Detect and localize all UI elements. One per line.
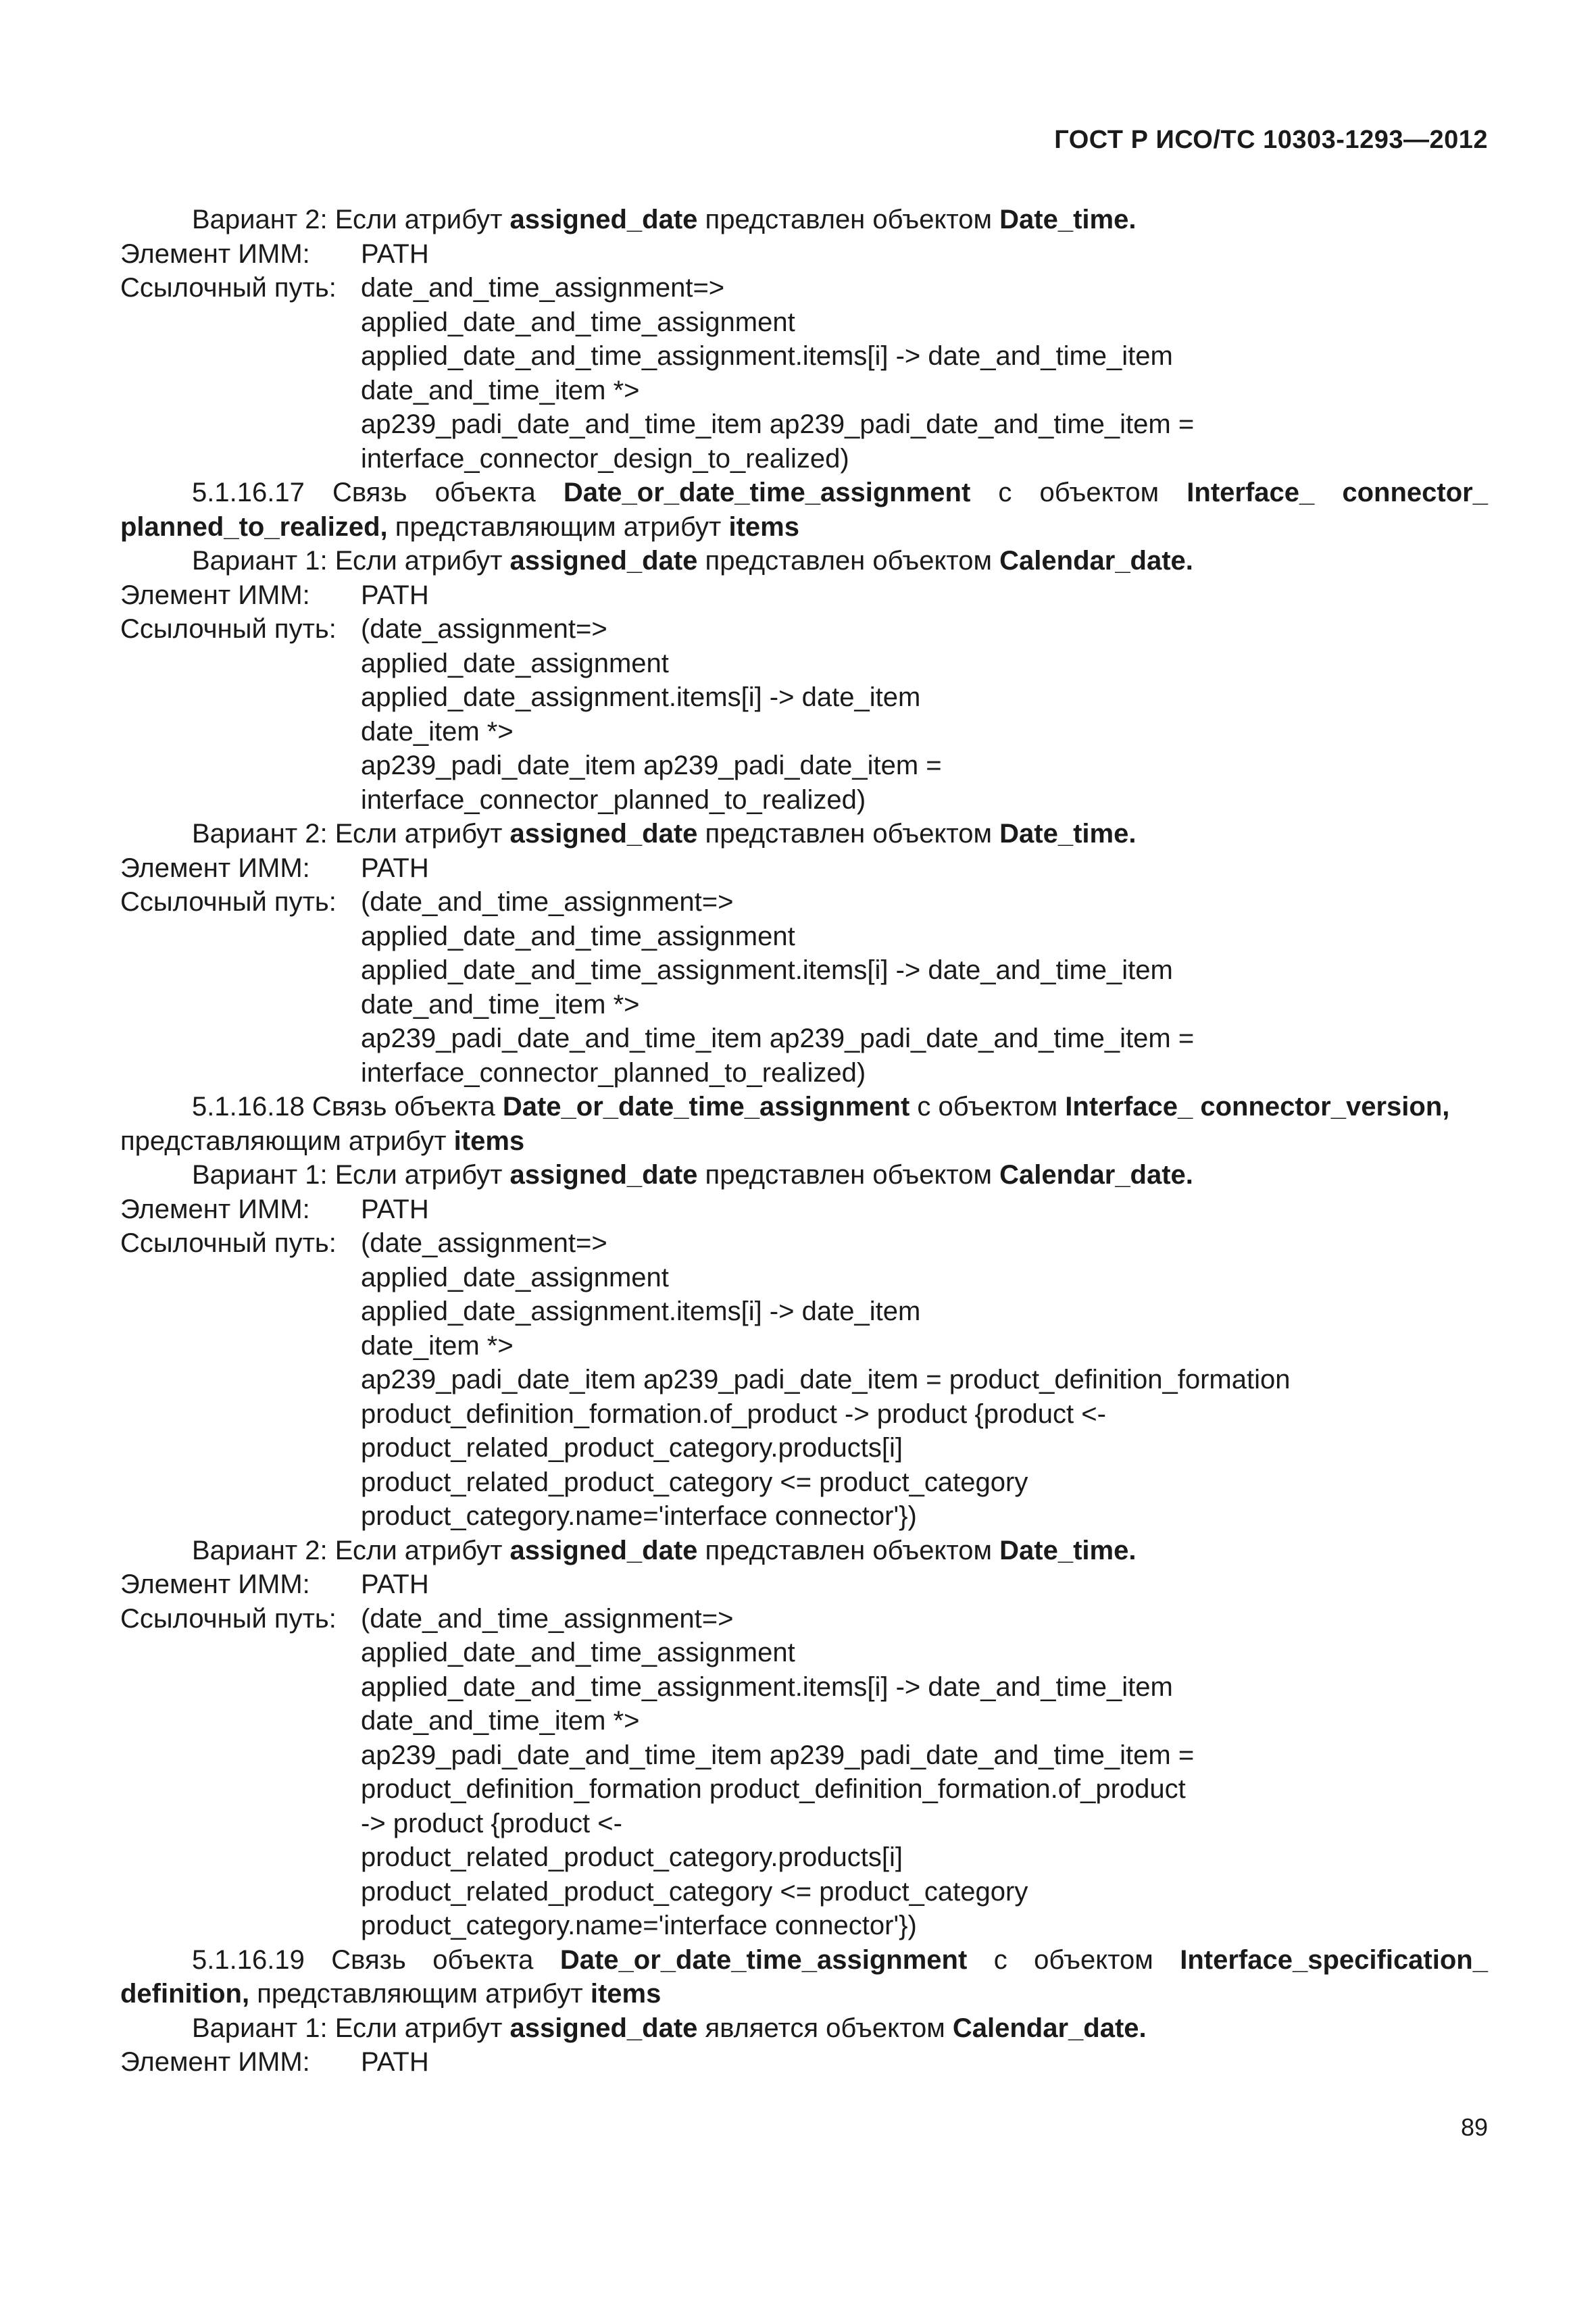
path-line: date_item *>: [361, 1330, 514, 1361]
path-line: product_definition_formation.of_product -> product {product <-: [361, 1399, 1106, 1429]
path-line: product_related_product_category <= product_category: [361, 1876, 1028, 1907]
path-line: applied_date_assignment.items[i] -> date_item: [361, 682, 921, 712]
section-heading-18: 5.1.16.18 Связь объекта Date_or_date_time_assignment с объектом Interface_ connector_version,: [192, 1092, 1450, 1122]
path-line: applied_date_assignment: [361, 648, 669, 678]
path-line: product_related_product_category <= product_category: [361, 1467, 1028, 1497]
element-row: Элемент ИММ: PATH: [120, 238, 429, 269]
path-line: -> product {product <-: [361, 1808, 622, 1838]
section-heading-17-cont: planned_to_realized, представляющим атрибут items: [120, 511, 799, 542]
section-heading-19: 5.1.16.19 Связь объекта Date_or_date_time_assignment с объектом Interface_specification_: [192, 1944, 1488, 1975]
path-line: date_and_time_item *>: [361, 989, 640, 1020]
path-line: applied_date_assignment: [361, 1262, 669, 1292]
path-line: applied_date_and_time_assignment: [361, 921, 795, 951]
element-row: Элемент ИММ: PATH: [120, 853, 429, 883]
path-line: ap239_padi_date_and_time_item ap239_padi_date_and_time_item =: [361, 1740, 1195, 1770]
variant-line: Вариант 2: Если атрибут assigned_date представлен объектом Date_time.: [192, 1535, 1137, 1565]
path-row: Ссылочный путь: (date_assignment=>: [120, 614, 607, 644]
path-line: interface_connector_planned_to_realized): [361, 1057, 866, 1088]
path-line: date_and_time_item *>: [361, 375, 640, 405]
path-line: applied_date_and_time_assignment.items[i] -> date_and_time_item: [361, 341, 1173, 371]
element-row: Элемент ИММ: PATH: [120, 1194, 429, 1224]
path-row: Ссылочный путь: (date_assignment=>: [120, 1228, 607, 1258]
path-row: Ссылочный путь: (date_and_time_assignment=>: [120, 1603, 734, 1634]
path-line: applied_date_and_time_assignment.items[i] -> date_and_time_item: [361, 955, 1173, 985]
path-line: product_definition_formation product_definition_formation.of_product: [361, 1774, 1186, 1804]
path-line: product_category.name='interface connector'}): [361, 1501, 917, 1531]
variant-line: Вариант 2: Если атрибут assigned_date представлен объектом Date_time.: [192, 205, 1137, 234]
path-line: ap239_padi_date_and_time_item ap239_padi_date_and_time_item =: [361, 409, 1195, 439]
path-line: product_related_product_category.products[i]: [361, 1842, 903, 1872]
variant-line: Вариант 1: Если атрибут assigned_date представлен объектом Calendar_date.: [192, 546, 1193, 576]
element-row: Элемент ИММ: PATH: [120, 2047, 429, 2077]
path-line: date_item *>: [361, 716, 514, 747]
page-header: ГОСТ Р ИСО/ТС 10303-1293—2012: [1054, 126, 1488, 154]
path-line: interface_connector_design_to_realized): [361, 443, 849, 474]
section-heading-19-cont: definition, представляющим атрибут items: [120, 1979, 662, 2009]
path-line: date_and_time_item *>: [361, 1706, 640, 1736]
path-line: applied_date_and_time_assignment.items[i] -> date_and_time_item: [361, 1671, 1173, 1702]
section-heading-17: 5.1.16.17 Связь объекта Date_or_date_time_assignment с объектом Interface_ connector_: [192, 478, 1488, 507]
path-line: ap239_padi_date_and_time_item ap239_padi_date_and_time_item =: [361, 1024, 1195, 1053]
document-body: [120, 203, 1488, 2080]
path-line: ap239_padi_date_item ap239_padi_date_item =: [361, 751, 942, 780]
variant-line: Вариант 1: Если атрибут assigned_date представлен объектом Calendar_date.: [192, 1160, 1193, 1190]
element-row: Элемент ИММ: PATH: [120, 580, 429, 610]
path-line: interface_connector_planned_to_realized): [361, 784, 866, 815]
variant-line: Вариант 2: Если атрибут assigned_date представлен объектом Date_time.: [192, 819, 1137, 849]
page-number: 89: [1460, 2113, 1488, 2141]
path-row: Ссылочный путь: (date_and_time_assignment=>: [120, 887, 734, 917]
path-line: ap239_padi_date_item ap239_padi_date_item = product_definition_formation: [361, 1365, 1291, 1394]
path-row: Ссылочный путь: date_and_time_assignment=>: [120, 273, 725, 303]
path-line: applied_date_and_time_assignment: [361, 307, 795, 337]
path-line: product_category.name='interface connector'}): [361, 1911, 917, 1940]
element-row: Элемент ИММ: PATH: [120, 1569, 429, 1599]
path-line: applied_date_and_time_assignment: [361, 1638, 795, 1667]
path-line: product_related_product_category.products[i]: [361, 1433, 903, 1463]
path-line: applied_date_assignment.items[i] -> date_item: [361, 1297, 921, 1326]
variant-line: Вариант 1: Если атрибут assigned_date является объектом Calendar_date.: [192, 2013, 1147, 2043]
section-heading-18-cont: представляющим атрибут items: [120, 1126, 525, 1156]
